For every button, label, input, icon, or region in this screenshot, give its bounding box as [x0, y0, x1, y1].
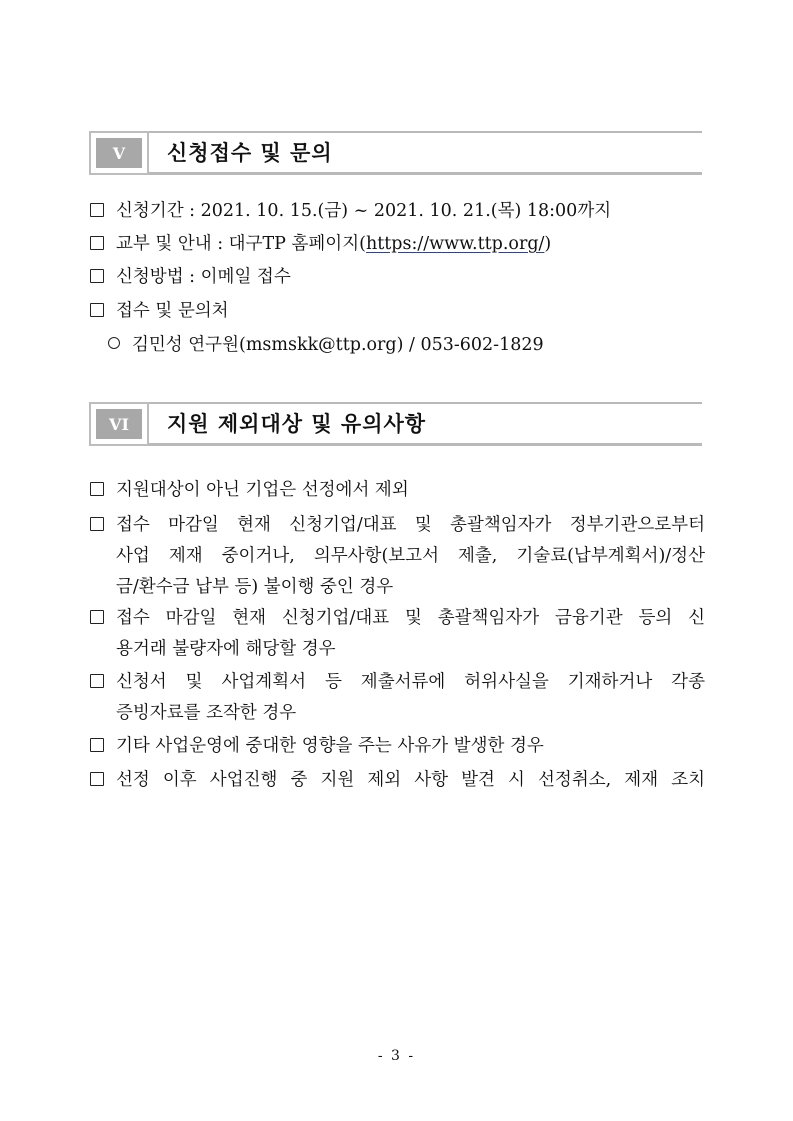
item-line: 신청서 및 사업계획서 등 제출서류에 허위사실을 기재하거나 각종 — [116, 672, 705, 692]
checkbox-bullet-icon — [90, 203, 104, 217]
list-item-cancellation — [89, 765, 705, 796]
list-item-application-method — [89, 262, 705, 293]
checkbox-bullet-icon — [90, 772, 104, 786]
item-text — [116, 765, 705, 796]
section-number: VI — [96, 409, 142, 439]
section-number-box — [89, 131, 149, 175]
checkbox-bullet-icon — [90, 610, 104, 624]
checkbox-bullet-icon — [90, 738, 104, 752]
list-item-sanctions — [89, 510, 705, 603]
list-item-distribution — [89, 229, 705, 260]
item-line: 접수 마감일 현재 신청기업/대표 및 총괄책임자가 정부기관으로부터 — [116, 515, 705, 535]
contact-text: 김민성 연구원(msmskk@ttp.org) / 053-602-1829 — [132, 335, 544, 355]
checkbox-bullet-icon — [90, 236, 104, 250]
item-text: 신청방법 : 이메일 접수 — [116, 267, 291, 287]
section-header-vi — [89, 402, 702, 446]
section-title: 지원 제외대상 및 유의사항 — [167, 412, 427, 436]
header-top-line — [89, 402, 702, 404]
item-text-after-link: ) — [544, 234, 552, 254]
item-text — [116, 667, 705, 729]
item-line: 금/환수금 납부 등) 불이행 중인 경우 — [116, 577, 394, 597]
item-line: 접수 마감일 현재 신청기업/대표 및 총괄책임자가 금융기관 등의 신 — [116, 608, 705, 628]
list-item-false-documents — [89, 667, 705, 729]
list-item-contact — [89, 296, 705, 327]
item-text: 접수 및 문의처 — [116, 301, 229, 321]
list-item-bad-credit — [89, 603, 705, 665]
list-item-application-period — [89, 196, 705, 227]
header-bottom-line — [149, 443, 702, 446]
item-text — [116, 731, 705, 762]
item-line: 증빙자료를 조작한 경우 — [116, 703, 297, 723]
item-text: 신청기간 : 2021. 10. 15.(금) ~ 2021. 10. 21.(목) 18:00까지 — [116, 201, 612, 221]
checkbox-bullet-icon — [90, 517, 104, 531]
checkbox-bullet-icon — [90, 482, 104, 496]
item-line: 기타 사업운영에 중대한 영향을 주는 사유가 발생한 경우 — [116, 736, 544, 756]
header-bottom-line — [149, 172, 702, 175]
list-item-ineligible — [89, 475, 705, 506]
item-text-before-link: 교부 및 안내 : 대구TP 홈페이지( — [116, 234, 366, 254]
list-item-other — [89, 731, 705, 762]
section-title: 신청접수 및 문의 — [167, 141, 333, 165]
item-line: 사업 제재 중이거나, 의무사항(보고서 제출, 기술료(납부계획서)/정산 — [116, 546, 705, 566]
item-line: 선정 이후 사업진행 중 지원 제외 사항 발견 시 선정취소, 제재 조치 — [116, 770, 705, 790]
page-number: - 3 - — [377, 1048, 416, 1064]
circle-bullet-icon — [108, 337, 120, 349]
header-top-line — [89, 131, 702, 133]
checkbox-bullet-icon — [90, 269, 104, 283]
checkbox-bullet-icon — [90, 303, 104, 317]
homepage-link[interactable]: https://www.ttp.org/ — [365, 234, 545, 254]
section-header-v — [89, 131, 702, 175]
item-line: 지원대상이 아닌 기업은 선정에서 제외 — [116, 480, 409, 500]
item-text — [116, 510, 705, 603]
section-number: V — [96, 138, 142, 168]
contact-subitem — [108, 330, 544, 361]
item-text — [116, 603, 705, 665]
checkbox-bullet-icon — [90, 674, 104, 688]
section-number-box — [89, 402, 149, 446]
item-text — [116, 475, 705, 506]
item-text — [116, 229, 705, 260]
item-line: 용거래 불량자에 해당할 경우 — [116, 639, 336, 659]
